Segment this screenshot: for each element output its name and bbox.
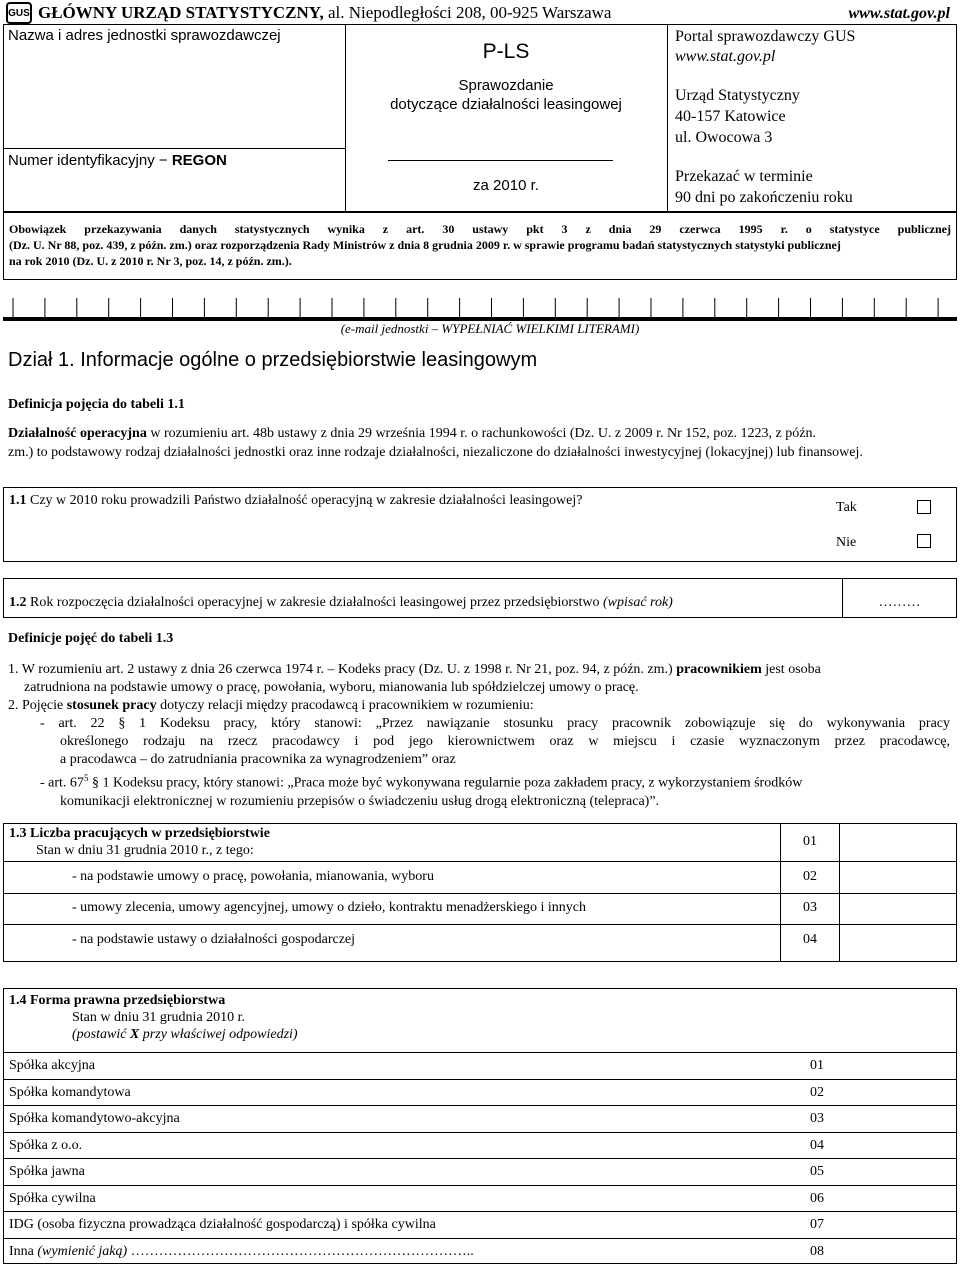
definition-1-3-b2-l2: komunikacji elektronicznej w rozumieniu przepisów o świadczeniu usług drogą elektroniczną (telepraca)”. <box>60 793 660 809</box>
table-1-4-row-code: 05 <box>810 1164 824 1179</box>
section-1-title: Dział 1. Informacje ogólne o przedsiębiorstwie leasingowym <box>8 349 538 371</box>
table-1-4-subtitle: Stan w dniu 31 grudnia 2010 r. <box>72 1010 246 1025</box>
other-hint: (wymienić jaką) <box>37 1243 128 1259</box>
answer-yes-label: Tak <box>836 500 857 515</box>
answer-no-label: Nie <box>836 535 857 550</box>
form-code: P-LS <box>482 40 530 63</box>
definition-1-1-text-1: w rozumieniu art. 48b ustawy z dnia 29 września 1994 r. o rachunkowości (Dz. U. z 2009 r. Nr 152, poz. 1223, z późn. <box>146 426 816 441</box>
definition-1-1-text <box>8 424 950 462</box>
definition-1-3-p1-c: zatrudniona na podstawie umowy o pracę, powołania, wyboru, mianowania lub spółdzielczej umowy o pracę. <box>24 680 639 695</box>
office-line-2: 40-157 Katowice <box>675 108 786 125</box>
form-title-line-1: Sprawozdanie <box>458 77 554 94</box>
start-year-input[interactable]: ……… <box>878 595 921 610</box>
table-1-3-total-code: 01 <box>803 834 817 849</box>
website-link[interactable]: www.stat.gov.pl <box>848 5 950 22</box>
definition-1-3-p1-b: jest osoba <box>761 662 821 677</box>
table-1-4-row-code: 03 <box>810 1111 824 1126</box>
definition-1-1-term: Działalność operacyjna <box>8 426 147 441</box>
portal-label: Portal sprawozdawczy GUS <box>675 28 856 45</box>
answer-no-checkbox[interactable] <box>917 534 931 548</box>
table-1-4-row-label: IDG (osoba fizyczna prowadząca działalność gospodarczą) i spółka cywilna <box>9 1217 436 1232</box>
table-1-4-row-label: Spółka cywilna <box>9 1190 96 1206</box>
definition-1-3-b1-l3: a pracodawca – do zatrudniania pracownika za wynagrodzeniem” oraz <box>60 752 456 767</box>
office-address: al. Niepodległości 208, 00-925 Warszawa <box>323 3 612 22</box>
deadline-line-2: 90 dni po zakończeniu roku <box>675 189 853 206</box>
regon-label-bold: REGON <box>171 152 227 169</box>
table-1-4-row-code: 07 <box>810 1217 824 1232</box>
definition-1-3-p2-a: 2. Pojęcie <box>8 698 67 713</box>
question-1-1 <box>9 493 582 509</box>
definitions-1-3 <box>8 661 950 811</box>
table-1-4-row-label: Spółka komandytowo-akcyjna <box>9 1111 180 1126</box>
definitions-1-3-title: Definicje pojęć do tabeli 1.3 <box>8 631 174 646</box>
table-1-4-row-label <box>9 1244 474 1260</box>
office-line-3: ul. Owocowa 3 <box>675 129 773 146</box>
question-1-1-text: Czy w 2010 roku prowadzili Państwo działalność operacyjną w zakresie działalności leasingowej? <box>26 493 583 508</box>
table-1-4-hint-x: X <box>129 1027 140 1042</box>
legal-basis <box>9 221 951 269</box>
question-1-2 <box>9 595 673 611</box>
table-1-3-row-code: 02 <box>803 869 817 884</box>
table-1-4-header <box>9 992 298 1043</box>
definition-1-3-b2-pre: - art. 67 <box>40 775 84 791</box>
other-dots[interactable]: ……………………………………………………………….. <box>127 1243 474 1259</box>
legal-basis-line-3: na rok 2010 (Dz. U. z 2010 r. Nr 3, poz. 14, z późn. zm.). <box>9 254 292 268</box>
table-1-4-row-label: Spółka komandytowa <box>9 1084 131 1100</box>
form-title-line-2: dotyczące działalności leasingowej <box>390 96 622 113</box>
definition-1-3-p1-term: pracownikiem <box>676 662 762 677</box>
definition-1-3-p2-b: dotyczy relacji między pracodawcą i pracownikiem w rozumieniu: <box>156 698 534 713</box>
question-1-2-hint: (wpisać rok) <box>602 595 673 610</box>
table-1-4-row-code: 02 <box>810 1084 824 1100</box>
deadline-line-1: Przekazać w terminie <box>675 168 813 185</box>
table-1-4-title: 1.4 Forma prawna przedsiębiorstwa <box>9 993 226 1008</box>
question-1-2-text: Rok rozpoczęcia działalności operacyjnej w zakresie działalności leasingowej przez przedsiębiorstwo <box>26 595 600 610</box>
office-name-text: GŁÓWNY URZĄD STATYSTYCZNY, <box>38 3 324 22</box>
table-1-4-row-code: 08 <box>810 1243 824 1259</box>
table-1-3-row-input[interactable] <box>839 924 957 962</box>
office-line-1: Urząd Statystyczny <box>675 87 800 104</box>
regon-label <box>8 152 227 169</box>
table-1-3-row-input[interactable] <box>839 893 957 924</box>
definition-1-3-b2-l1 <box>8 769 950 793</box>
email-input-cells[interactable] <box>0 292 960 322</box>
table-1-3-row-label: - umowy zlecenia, umowy agencyjnej, umowy o dzieło, kontraktu menadżerskiego i innych <box>72 900 586 915</box>
definition-1-3-p2-term: stosunek pracy <box>66 698 157 713</box>
table-1-4-row-code: 04 <box>810 1137 824 1153</box>
table-1-3-row-code: 04 <box>803 932 817 947</box>
table-1-4-hint <box>9 1026 298 1043</box>
table-1-3-total-input[interactable] <box>839 823 957 861</box>
definition-1-3-b1-l1: - art. 22 § 1 Kodeksu pracy, który stanowi: „Przez nawiązanie stosunku pracy pracownik zobowiązuje się do wykonywania pracy <box>40 716 950 731</box>
definition-1-1-title: Definicja pojęcia do tabeli 1.1 <box>8 397 185 412</box>
table-1-4-row-code: 06 <box>810 1190 824 1206</box>
table-1-4-row-label: Spółka akcyjna <box>9 1058 95 1073</box>
question-1-1-number: 1.1 <box>9 493 27 508</box>
table-1-3-header <box>9 825 270 859</box>
regon-label-text: Numer identyfikacyjny − <box>8 152 172 169</box>
office-name <box>38 3 611 23</box>
definition-1-3-p1 <box>8 661 950 679</box>
definition-1-3-b1-l2: określonego rodzaju na rzecz pracodawcy i pod jego kierownictwem oraz w miejscu i czasie wyznaczonym przez pracodawcę, <box>60 734 950 749</box>
portal-info <box>675 27 855 67</box>
entity-label: Nazwa i adres jednostki sprawozdawczej <box>8 27 281 44</box>
table-1-3-row-input[interactable] <box>839 861 957 893</box>
portal-url[interactable]: www.stat.gov.pl <box>675 48 776 65</box>
table-1-4-row-label: Spółka jawna <box>9 1164 85 1179</box>
table-1-3-row-label: - na podstawie umowy o pracę, powołania, mianowania, wyboru <box>72 869 434 884</box>
table-1-3-title: 1.3 Liczba pracujących w przedsiębiorstwie <box>9 826 270 841</box>
table-1-4-row-code: 01 <box>810 1058 824 1073</box>
table-1-3-subtitle: Stan w dniu 31 grudnia 2010 r., z tego: <box>36 843 254 858</box>
period: za 2010 r. <box>473 177 539 194</box>
definition-1-3-b2-text: § 1 Kodeksu pracy, który stanowi: „Praca może być wykonywana regularnie poza zakładem pracy, z wykorzystaniem środków <box>88 775 803 791</box>
table-1-3-row-code: 03 <box>803 900 817 915</box>
form-title <box>345 76 667 114</box>
answer-yes-checkbox[interactable] <box>917 500 931 514</box>
legal-basis-line-1: Obowiązek przekazywania danych statystycznych wynika z art. 30 ustawy pkt 3 z dnia 29 czerwca 1995 r. o statystyce publicznej <box>9 222 951 236</box>
table-1-4-hint-pre: (postawić <box>72 1027 130 1042</box>
table-1-3-row-label: - na podstawie ustawy o działalności gospodarczej <box>72 932 356 947</box>
other-label: Inna <box>9 1243 38 1259</box>
table-1-4-row-label: Spółka z o.o. <box>9 1137 83 1153</box>
gus-logo: GUS <box>6 2 32 24</box>
legal-basis-line-2: (Dz. U. Nr 88, poz. 439, z późn. zm.) oraz rozporządzenia Rady Ministrów z dnia 8 grudnia 2009 r. w sprawie programu badań statystycznych statystyki publicznej <box>9 238 841 252</box>
definition-1-3-p1-a: 1. W rozumieniu art. 2 ustawy z dnia 26 czerwca 1974 r. – Kodeks pracy (Dz. U. z 1998 r. Nr 21, poz. 94, z późn. zm.) <box>8 662 677 677</box>
definition-1-3-b2-sup: 5 <box>83 773 89 783</box>
definition-1-3-p2 <box>8 697 950 715</box>
deadline-info <box>675 166 853 208</box>
table-1-4-hint-post: przy właściwej odpowiedzi) <box>139 1027 298 1042</box>
office-info <box>675 85 800 148</box>
definition-1-1-text-2: zm.) to podstawowy rodzaj działalności jednostki oraz inne rodzaje działalności, niezaliczone do działalności inwestycyjnej (lokacyjnej) lub finansowej. <box>8 445 863 460</box>
email-caption: (e-mail jednostki – WYPEŁNIAĆ WIELKIMI LITERAMI) <box>340 321 640 336</box>
question-1-2-number: 1.2 <box>9 595 27 610</box>
